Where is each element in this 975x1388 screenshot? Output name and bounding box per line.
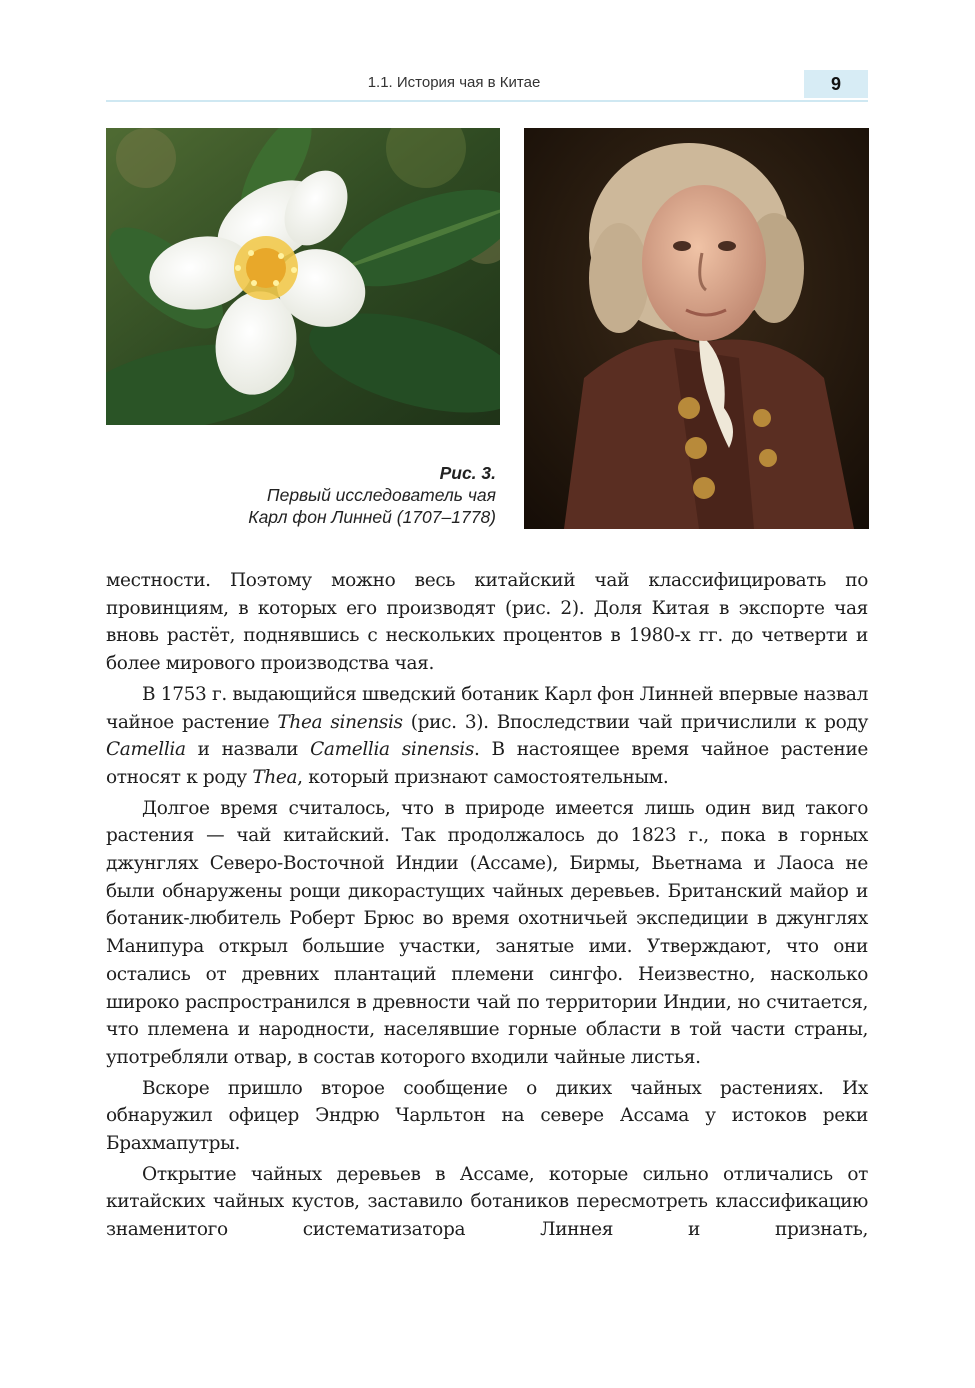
linnaeus-portrait-photo (524, 128, 869, 529)
latin-name: Thea (252, 766, 298, 788)
paragraph (106, 1161, 868, 1244)
text-segment: местности. Поэтому можно весь китайский чай классифицировать по провинциям, в которых его производят (рис. 2). Доля Китая в экспорте чая вновь растёт, поднявшись с нескольких процентов в 1980-х гг. до четверти и более мирового производства чая. (106, 570, 868, 675)
caption-label: Рис. 3. (439, 463, 496, 483)
paragraph (106, 567, 868, 678)
running-header (106, 70, 868, 102)
text-segment: В 1753 г. выдающийся шведский ботаник Карл фон Линней впервые назвал чайное растение (106, 683, 868, 733)
paragraph (106, 681, 868, 792)
paragraph (106, 1075, 868, 1158)
figure-caption (150, 462, 496, 528)
text-segment: (рис. 3). Впоследствии чай причислили к роду (402, 711, 868, 733)
latin-name: Thea sinensis (277, 711, 403, 733)
caption-line-2: Карл фон Линней (1707–1778) (248, 507, 496, 527)
latin-name: Camellia (106, 739, 186, 761)
section-title: 1.1. История чая в Китае (367, 74, 541, 91)
text-segment: Вскоре пришло второе сообщение о диких чайных растениях. Их обнаружил офицер Эндрю Чарльтон на севере Ассама у истоков реки Брахмапутры. (106, 1077, 868, 1155)
paragraph (106, 795, 868, 1072)
latin-name: Camellia sinensis (310, 739, 474, 761)
page-number: 9 (804, 70, 868, 98)
text-segment: Открытие чайных деревьев в Ассаме, которые сильно отличались от китайских чайных кустов, заставило ботаников пересмотреть классификацию знаменитого систематизатора Линнея и признать, (106, 1163, 868, 1241)
text-segment: , который признают самостоятельным. (297, 766, 669, 788)
text-segment: и назвали (185, 739, 311, 761)
body-text (106, 567, 868, 1247)
text-segment: Долгое время считалось, что в природе имеется лишь один вид такого растения — чай китайский. Так продолжалось до 1823 г., пока в горных джунглях Северо-Восточной Индии (Ассаме), Бирмы, Вьетнама и Лаоса не были обнаружены рощи дикорастущих чайных деревьев. Британский майор и ботаник-любитель Роберт Брюс во время охотничьей экспедиции в джунглях Манипура открыл большие участки, занятые ими. Утверждают, что они остались от древних плантаций племени сингфо. Неизвестно, насколько широко распространился в древности чай по территории Индии, но считается, что племена и народности, населявшие горные области в той части страны, употребляли отвар, в состав которого входили чайные листья. (106, 797, 868, 1068)
text-segment: . В настоящее время чайное растение относят к роду (106, 739, 868, 788)
caption-line-1: Первый исследователь чая (266, 485, 496, 505)
tea-flower-photo (106, 128, 500, 425)
